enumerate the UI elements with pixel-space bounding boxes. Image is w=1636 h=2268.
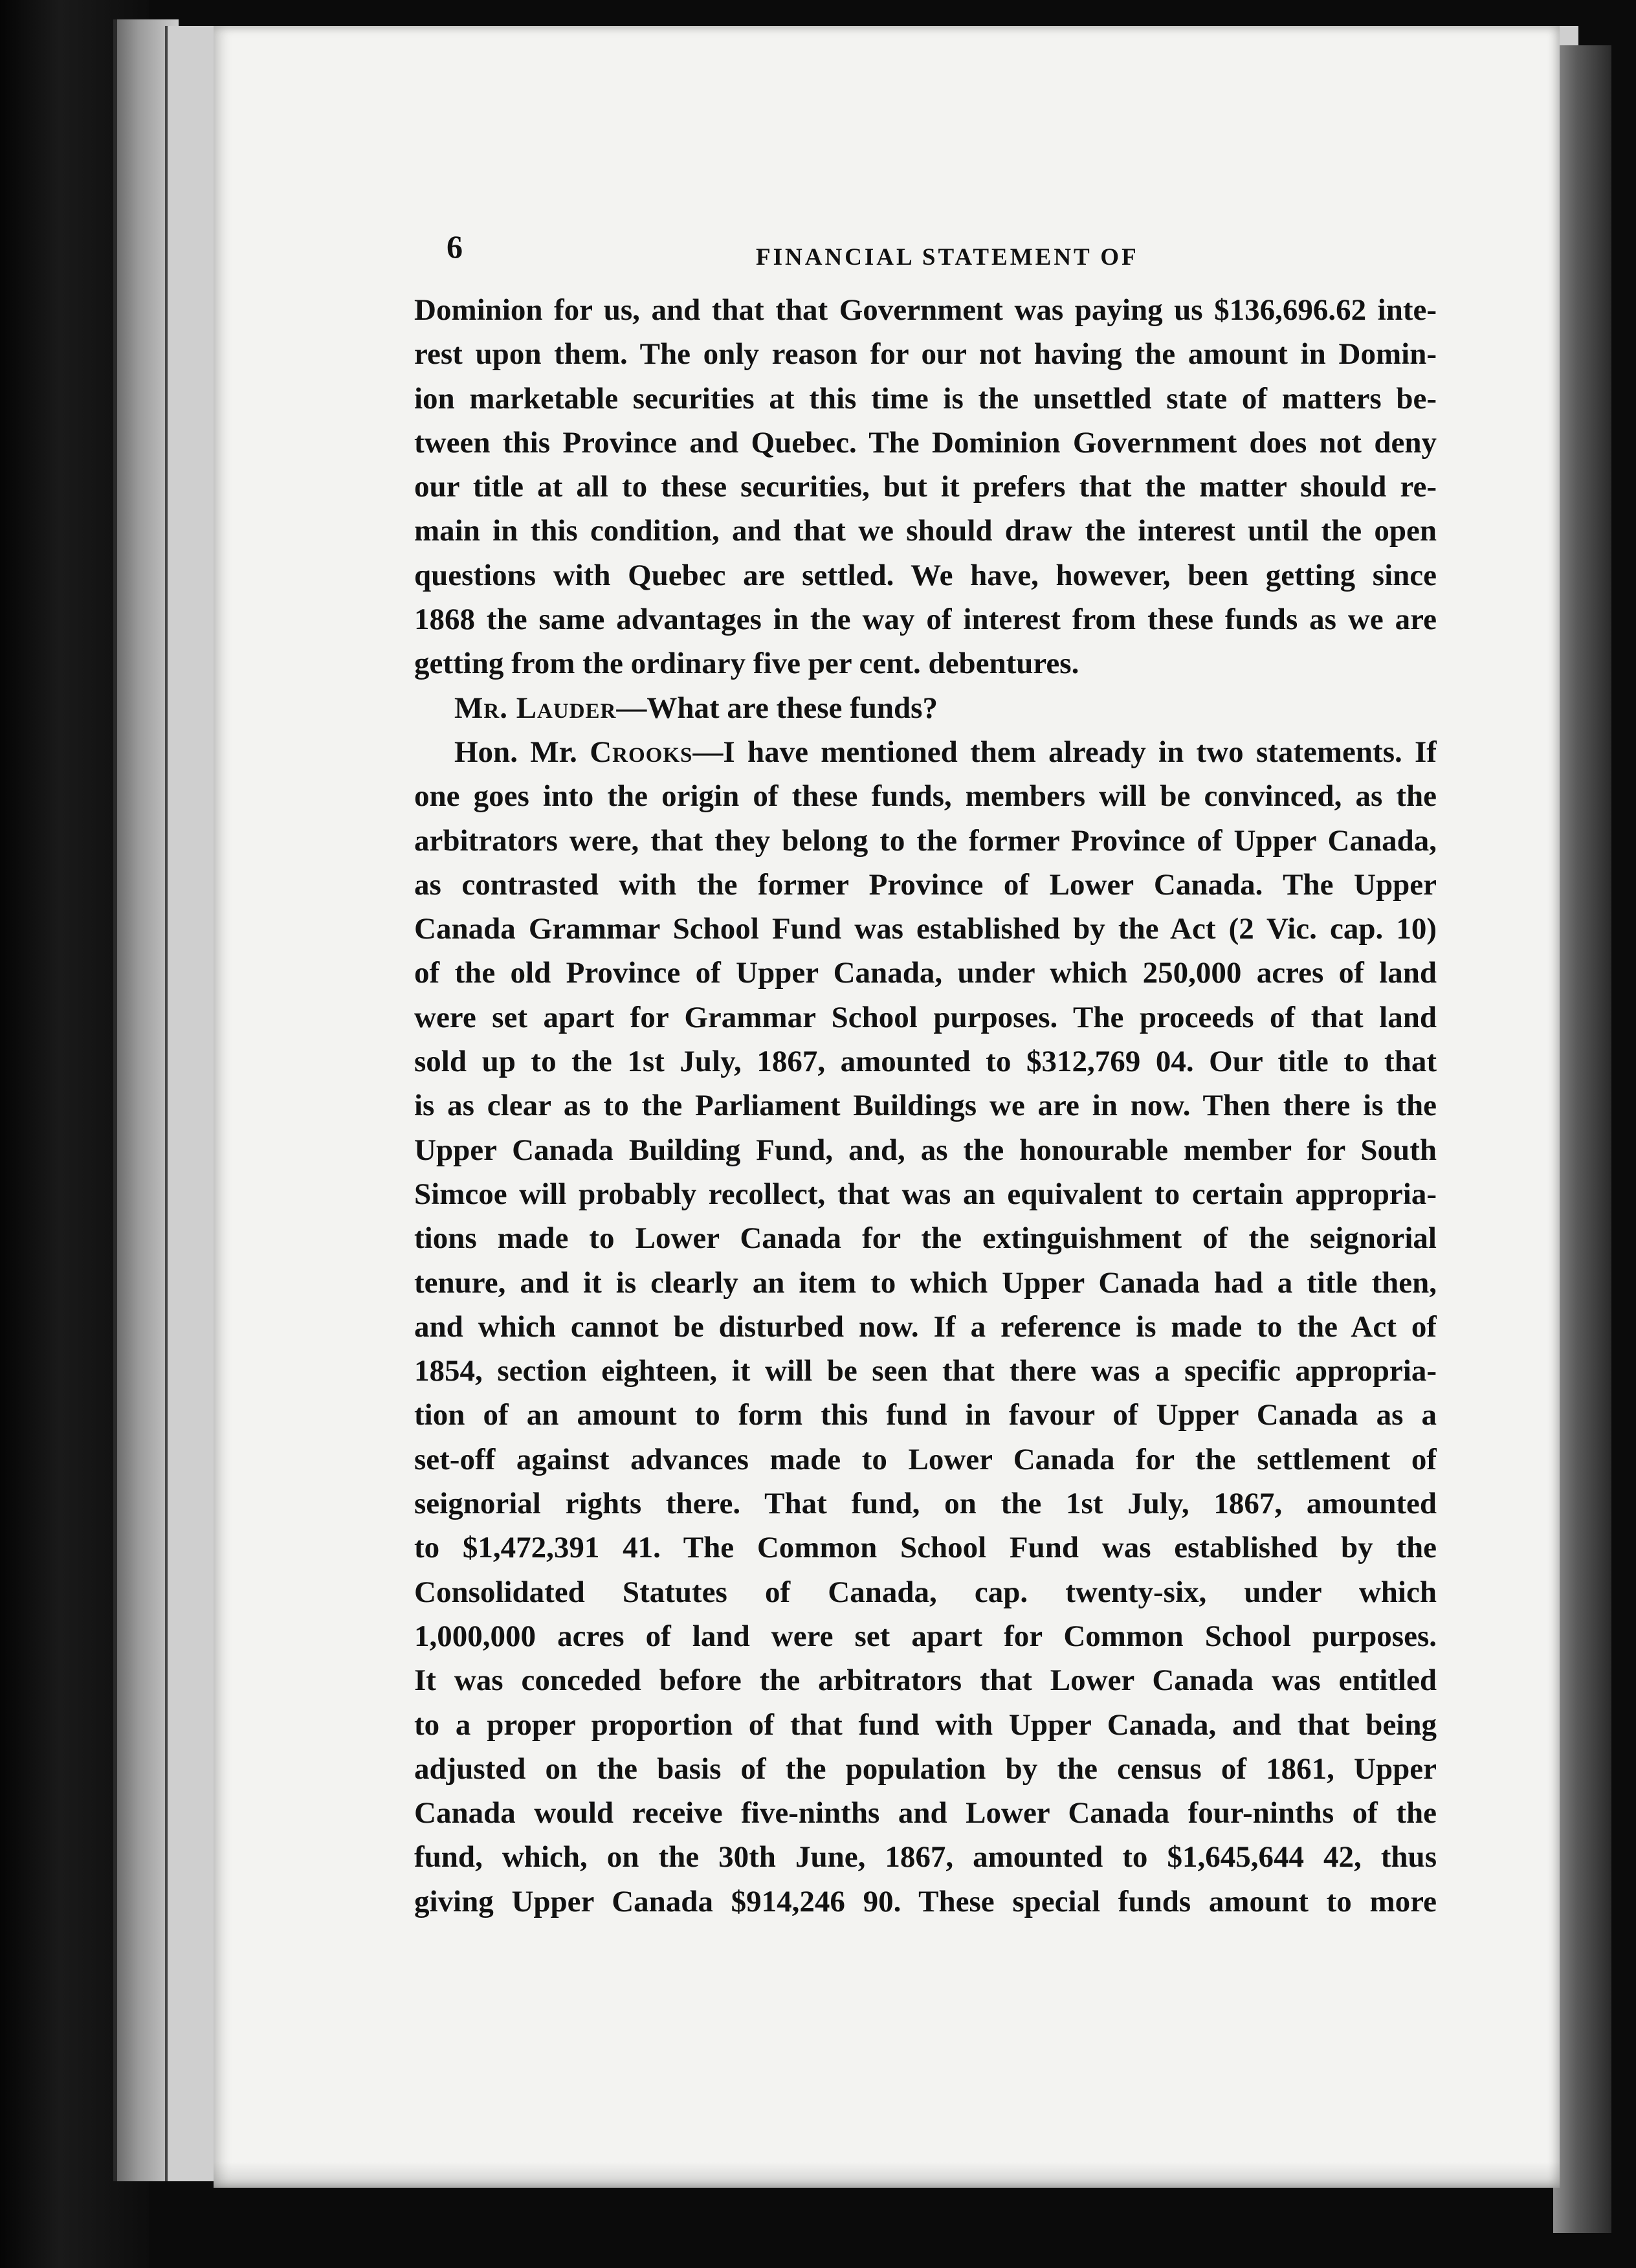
text-line: is as clear as to the Parliament Buildings we are in now. Then there is the [414, 1089, 1437, 1123]
lauder-question-line [414, 686, 1437, 730]
text-line: Canada Grammar School Fund was established by the Act (2 Vic. cap. 10) [414, 912, 1437, 946]
text-line: adjusted on the basis of the population by the census of 1861, Upper [414, 1751, 1437, 1786]
speaker-title: Hon. Mr. [454, 735, 590, 769]
text-line: one goes into the origin of these funds, members will be convinced, as the [414, 779, 1437, 814]
text-line: Simcoe will probably recollect, that was an equivalent to certain appropria- [414, 1177, 1437, 1211]
text-line: tween this Province and Quebec. The Dominion Government does not deny [414, 425, 1437, 460]
text-line: Canada would receive five-ninths and Lower Canada four-ninths of the [414, 1796, 1437, 1830]
text-line: Dominion for us, and that that Government was paying us $136,696.62 inte- [414, 293, 1437, 327]
page-stack-right-edge [1553, 45, 1611, 2233]
text-line: and which cannot be disturbed now. If a reference is made to the Act of [414, 1309, 1437, 1344]
text-line: arbitrators were, that they belong to the former Province of Upper Canada, [414, 823, 1437, 858]
text-line: our title at all to these securities, but it prefers that the matter should re- [414, 470, 1437, 504]
text-line: Upper Canada Building Fund, and, as the honourable member for South [414, 1133, 1437, 1167]
text-line: questions with Quebec are settled. We have, however, been getting since [414, 558, 1437, 592]
text-line: Consolidated Statutes of Canada, cap. twenty-six, under which [414, 1575, 1437, 1609]
text-line: sold up to the 1st July, 1867, amounted to $312,769 04. Our title to that [414, 1045, 1437, 1079]
running-title: FINANCIAL STATEMENT OF [756, 244, 1139, 271]
text-line: tenure, and it is clearly an item to which Upper Canada had a title then, [414, 1265, 1437, 1300]
speaker-question: —What are these funds? [616, 691, 938, 725]
text-line: were set apart for Grammar School purposes. The proceeds of that land [414, 1000, 1437, 1034]
text-line: getting from the ordinary five per cent. debentures. [414, 647, 1079, 681]
speaker-text: —I have mentioned them already in two statements. If [692, 735, 1437, 769]
speaker-name: Mr. Lauder [454, 691, 617, 725]
page-text [414, 288, 1437, 1924]
text-line: to $1,472,391 41. The Common School Fund was established by the [414, 1531, 1437, 1565]
text-line: set-off against advances made to Lower Canada for the settlement of [414, 1442, 1437, 1476]
text-line: seignorial rights there. That fund, on the 1st July, 1867, amounted [414, 1487, 1437, 1521]
text-line: giving Upper Canada $914,246 90. These special funds amount to more [414, 1884, 1437, 1918]
crooks-first-line [414, 730, 1437, 774]
text-line: rest upon them. The only reason for our not having the amount in Domin- [414, 337, 1437, 372]
text-line: 1868 the same advantages in the way of interest from these funds as we are [414, 603, 1437, 637]
text-line: fund, which, on the 30th June, 1867, amounted to $1,645,644 42, thus [414, 1840, 1437, 1874]
text-line: to a proper proportion of that fund with Upper Canada, and that being [414, 1707, 1437, 1742]
text-line: 1854, section eighteen, it will be seen that there was a specific appropria- [414, 1354, 1437, 1388]
text-line: tions made to Lower Canada for the extinguishment of the seignorial [414, 1221, 1437, 1256]
text-line: of the old Province of Upper Canada, under which 250,000 acres of land [414, 956, 1437, 990]
text-line: tion of an amount to form this fund in favour of Upper Canada as a [414, 1398, 1437, 1432]
text-line: It was conceded before the arbitrators that Lower Canada was entitled [414, 1663, 1437, 1698]
speaker-name: Crooks [590, 735, 693, 769]
text-line: main in this condition, and that we should draw the interest until the open [414, 514, 1437, 548]
text-line: as contrasted with the former Province of Lower Canada. The Upper [414, 867, 1437, 902]
text-line: 1,000,000 acres of land were set apart for Common School purposes. [414, 1619, 1437, 1653]
page-number: 6 [447, 228, 463, 265]
text-line: ion marketable securities at this time is the unsettled state of matters be- [414, 381, 1437, 416]
